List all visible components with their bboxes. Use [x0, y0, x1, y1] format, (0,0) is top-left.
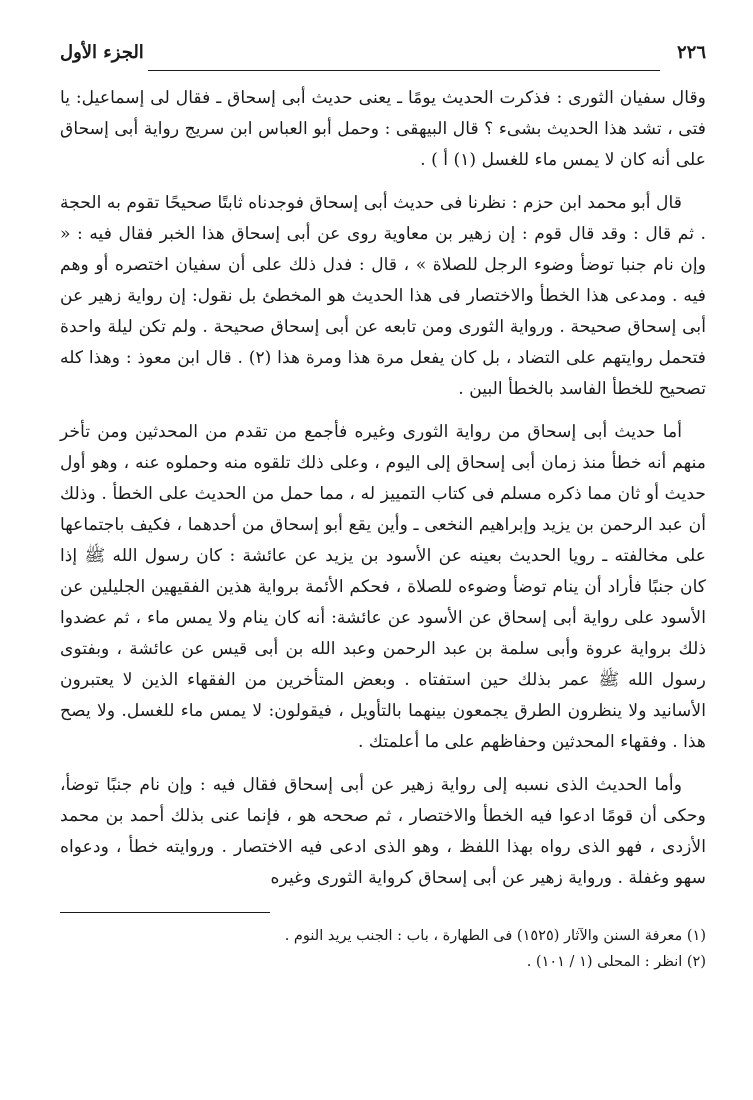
paragraph: أما حديث أبى إسحاق من رواية الثورى وغيره فأجمع من تقدم من المحدثين ومن تأخر منهم أنه خطأ منذ زمان أبى إسحاق إلى اليوم ، وعلى ذلك تلقوه منه وحملوه عنه ، وهو أول حديث أو ثان مما ذكره مسلم فى كتاب التمييز له ، مما حمل من الحديث على الخطأ . وذلك أن عبد الرحمن بن يزيد وإبراهيم النخعى ـ وأين يقع أبو إسحاق من أحدهما ، فكيف باجتماعها على مخالفته ـ رويا الحديث بعينه عن الأسود بن يزيد عن عائشة : كان رسول الله ﷺ إذا كان جنبًا فأراد أن ينام توضأ وضوءه للصلاة ، فحكم الأئمة برواية هذين الفقيهين الجليلين عن الأسود على رواية أبى إسحاق عن الأسود عن عائشة: أنه كان ينام ولا يمس ماء ، ثم عضدوا ذلك برواية عروة وأبى سلمة بن عبد الرحمن وعبد الله بن أبى قيس عن عائشة ، وبفتوى رسول الله ﷺ عمر بذلك حين استفتاه . وبعض المتأخرين من الفقهاء الذين لا يعتبرون الأسانيد ولا ينظرون الطرق يجمعون بينهما بالتأويل ، فيقولون: لا يمس ماء للغسل. ولا يصح هذا . وفقهاء المحدثين وحفاظهم على ما أعلمتك . — [60, 422, 706, 752]
paragraph: وأما الحديث الذى نسبه إلى رواية زهير عن أبى إسحاق فقال فيه : وإن نام جنبًا توضأ، وحكى أن قومًا ادعوا فيه الخطأ والاختصار ، ثم صححه هو ، فإنما عنى بذلك أحمد بن محمد الأزدى ، فهو الذى رواه بهذا اللفظ ، وهو الذى ادعى فيه الاختصار . وروايته خطأ ، ودعواه سهو وغفلة . ورواية زهير عن أبى إسحاق كرواية الثورى وغيره — [60, 775, 706, 888]
paragraph: وقال سفيان الثورى : فذكرت الحديث يومًا ـ يعنى حديث أبى إسحاق ـ فقال لى إسماعيل: يا فتى ، تشد هذا الحديث بشىء ؟ قال البيهقى : وحمل أبو العباس ابن سريج رواية أبى إسحاق على أنه كان لا يمس ماء للغسل (١) أ ) . — [60, 88, 706, 170]
document-page — [60, 40, 706, 1080]
paragraph: قال أبو محمد ابن حزم : نظرنا فى حديث أبى إسحاق فوجدناه ثابتًا صحيحًا تقوم به الحجة . ثم قال : وقد قال قوم : إن زهير بن معاوية روى عن أبى إسحاق هذا الخبر فقال فيه : « وإن نام جنبا توضأ وضوء الرجل للصلاة » ، قال : فدل ذلك على أن سفيان اختصره أو وهم فيه . ومدعى هذا الخطأ والاختصار فى هذا الحديث هو المخطئ بل نقول: إن رواية زهير عن أبى إسحاق صحيحة . ورواية الثورى ومن تابعه عن أبى إسحاق صحيحة . ولم تكن ليلة واحدة فتحمل روايتهم على التضاد ، بل كان يفعل مرة هذا ومرة هذا (٢) . قال ابن معوذ : وهذا كله تصحيح للخطأ الفاسد بالخطأ البين . — [60, 193, 706, 399]
footnote: (٢) انظر : المحلى (١ / ١٠١) . — [526, 954, 706, 970]
footnotes — [60, 923, 706, 975]
page-number: ٢٢٦ — [676, 42, 706, 63]
footnote-divider — [60, 912, 270, 913]
part-title: الجزء الأول — [60, 42, 144, 63]
footnote: (١) معرفة السنن والآثار (١٥٢٥) فى الطهارة ، باب : الجنب يريد النوم . — [284, 928, 706, 944]
main-text — [60, 83, 706, 894]
page-header — [60, 40, 706, 71]
